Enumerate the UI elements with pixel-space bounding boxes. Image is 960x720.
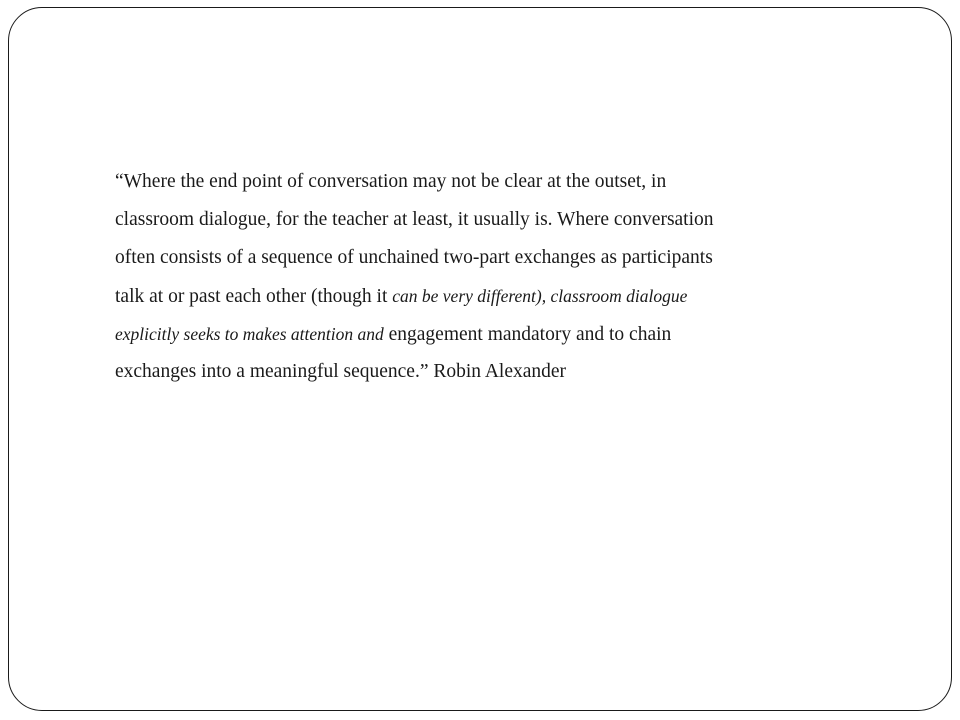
quote-text: classroom dialogue, for the teacher at least, it usually is. Where conversation xyxy=(115,209,714,230)
quote-text: often consists of a sequence of unchained two-part exchanges as participants xyxy=(115,247,713,268)
quote-text-italic: explicitly seeks to makes attention and xyxy=(115,324,384,344)
slide-frame xyxy=(8,7,952,711)
quote-line-5 xyxy=(115,315,815,353)
quote-text-attribution: exchanges into a meaningful sequence.” Robin Alexander xyxy=(115,361,567,382)
quote-line-4 xyxy=(115,277,815,315)
quote-line-3 xyxy=(115,239,815,277)
quote-text-italic: can be very different), classroom dialogue xyxy=(392,286,688,306)
quote-text: “Where the end point of conversation may not be clear at the outset, in xyxy=(115,171,667,192)
quote-text: engagement mandatory and to chain xyxy=(383,324,672,345)
quote-line-6 xyxy=(115,353,815,391)
quote-line-1 xyxy=(115,163,815,201)
quote-line-2 xyxy=(115,201,815,239)
quote-text: talk at or past each other (though it xyxy=(115,286,393,307)
quote-block xyxy=(115,163,815,391)
